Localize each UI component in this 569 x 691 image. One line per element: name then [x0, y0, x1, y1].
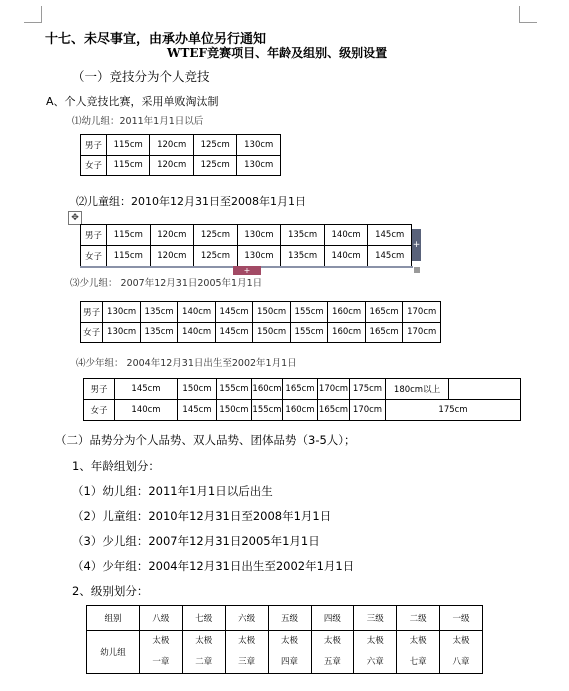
group4-table [83, 378, 521, 421]
table-row [87, 606, 483, 631]
table-row [81, 155, 281, 176]
table-cell: 115cm [106, 155, 150, 176]
table-header-cell: 七级 [182, 606, 225, 631]
table-cell [225, 631, 268, 674]
age-item-4: （4）少年组：2004年12月31日出生至2002年1月1日 [72, 559, 355, 573]
table-cell[interactable]: 130cm [237, 246, 281, 267]
table-cell: 120cm [150, 135, 194, 156]
part1-subheading: A、个人竞技比赛，采用单败淘汰制 [46, 95, 219, 108]
level-table [86, 605, 483, 674]
age-item-1: （1）幼儿组：2011年1月1日以后出生 [72, 484, 273, 498]
table-cell: 170cm [403, 302, 441, 323]
crop-mark-top-right-horizontal [519, 22, 537, 23]
table-cell[interactable]: 130cm [237, 225, 281, 246]
table-cell: 女子 [81, 322, 103, 343]
table-cell [449, 379, 521, 400]
table-row [81, 225, 412, 246]
cell-line: 三章 [238, 657, 256, 667]
group1-table [80, 134, 281, 176]
row-label: 幼儿组 [87, 631, 140, 674]
doc-title: WTEF竞赛项目、年龄及组别、级别设置 [167, 46, 388, 60]
part1-heading: （一）竞技分为个人竞技 [72, 69, 210, 84]
add-column-button[interactable]: + [412, 229, 421, 261]
table-cell [182, 631, 225, 674]
age-division-title: 1、年龄组划分： [72, 459, 160, 473]
table-cell: 170cm [350, 400, 386, 421]
table-cell: 150cm [178, 379, 217, 400]
table-cell [268, 631, 311, 674]
table-cell: 165cm [283, 379, 318, 400]
table-header-cell: 六级 [225, 606, 268, 631]
table-cell: 175cm [386, 400, 521, 421]
crop-mark-top-left-vertical [41, 6, 42, 23]
table-cell: 115cm [106, 135, 150, 156]
table-cell: 170cm [403, 322, 441, 343]
cell-line: 四章 [281, 657, 299, 667]
table-cell: 145cm [178, 400, 217, 421]
table-cell: 女子 [81, 155, 107, 176]
table-cell: 175cm [350, 379, 386, 400]
table-cell: 140cm [178, 302, 216, 323]
table-row [81, 302, 441, 323]
table-cell: 160cm [252, 379, 283, 400]
table-cell: 155cm [217, 379, 252, 400]
table-cell: 130cm [103, 322, 141, 343]
table-cell: 135cm [140, 322, 178, 343]
cell-line: 八章 [452, 657, 470, 667]
table-cell: 120cm [150, 155, 194, 176]
crop-mark-top-left-horizontal [24, 22, 42, 23]
table-header-cell: 八级 [140, 606, 183, 631]
table-header-cell: 五级 [268, 606, 311, 631]
table-cell[interactable]: 120cm [150, 246, 194, 267]
table-cell: 160cm [328, 302, 366, 323]
part2-heading: （二）品势分为个人品势、双人品势、团体品势（3-5人）； [55, 433, 356, 447]
table-row [84, 379, 521, 400]
table-cell: 125cm [193, 135, 237, 156]
cell-line: 太极 [152, 636, 170, 646]
group2-label: ⑵儿童组：2010年12月31日至2008年1月1日 [76, 195, 306, 208]
section-heading: 十七、未尽事宜，由承办单位另行通知 [45, 32, 267, 47]
level-division-title: 2、级别划分： [72, 584, 149, 598]
table-cell: 165cm [365, 302, 403, 323]
table-cell: 145cm [215, 302, 253, 323]
table-cell[interactable]: 145cm [368, 246, 412, 267]
table-row [81, 246, 412, 267]
cell-line: 一章 [152, 657, 170, 667]
table-cell: 145cm [215, 322, 253, 343]
table-cell: 155cm [252, 400, 283, 421]
age-item-2: （2）儿童组：2010年12月31日至2008年1月1日 [72, 509, 332, 523]
cell-line: 太极 [195, 636, 213, 646]
table-row [87, 631, 483, 674]
table-cell: 130cm [237, 135, 281, 156]
table-cell [397, 631, 440, 674]
table-cell: 140cm [178, 322, 216, 343]
table-cell: 180cm以上 [386, 379, 449, 400]
group4-label: ⑷少年组： 2004年12月31日出生至2002年1月1日 [76, 358, 297, 369]
table-header-cell: 二级 [397, 606, 440, 631]
table-cell: 130cm [237, 155, 281, 176]
table-move-handle[interactable]: ✥ [68, 211, 82, 225]
table-cell: 165cm [365, 322, 403, 343]
table-cell[interactable]: 135cm [281, 225, 325, 246]
group3-table [80, 301, 441, 343]
table-cell: 125cm [193, 155, 237, 176]
table-cell: 150cm [217, 400, 252, 421]
cell-line: 六章 [366, 657, 384, 667]
table-cell[interactable]: 140cm [324, 246, 368, 267]
age-item-3: （3）少儿组：2007年12月31日2005年1月1日 [72, 534, 320, 548]
table-cell [140, 631, 183, 674]
table-cell[interactable]: 135cm [281, 246, 325, 267]
table-cell: 女子 [84, 400, 115, 421]
table-cell[interactable]: 145cm [368, 225, 412, 246]
table-cell: 165cm [318, 400, 350, 421]
cell-line: 太极 [281, 636, 299, 646]
table-cell: 170cm [318, 379, 350, 400]
cell-line: 五章 [323, 657, 341, 667]
group1-label: ⑴幼儿组：2011年1月1日以后 [72, 116, 204, 127]
cell-line: 太极 [323, 636, 341, 646]
table-cell [354, 631, 397, 674]
table-row [84, 400, 521, 421]
table-cell[interactable]: 125cm [194, 246, 238, 267]
table-cell: 135cm [140, 302, 178, 323]
group3-label: ⑶少儿组： 2007年12月31日2005年1月1日 [70, 278, 263, 289]
table-header-cell: 组别 [87, 606, 140, 631]
add-row-button[interactable]: + [233, 266, 261, 275]
cell-line: 二章 [195, 657, 213, 667]
group2-table[interactable] [80, 224, 412, 267]
cell-line: 太极 [409, 636, 427, 646]
table-cell[interactable]: 140cm [324, 225, 368, 246]
cell-line: 七章 [409, 657, 427, 667]
table-row [81, 322, 441, 343]
table-cell: 男子 [81, 302, 103, 323]
table-header-cell: 一级 [440, 606, 483, 631]
table-cell: 160cm [328, 322, 366, 343]
table-cell: 男子 [84, 379, 115, 400]
table-cell[interactable]: 男子 [81, 225, 107, 246]
table-cell [440, 631, 483, 674]
table-cell: 160cm [283, 400, 318, 421]
table-row [81, 135, 281, 156]
table-cell[interactable]: 女子 [81, 246, 107, 267]
crop-mark-top-right-vertical [519, 6, 520, 23]
table-cell: 140cm [115, 400, 178, 421]
table-cell: 150cm [253, 322, 291, 343]
table-cell: 155cm [290, 302, 328, 323]
cell-line: 太极 [238, 636, 256, 646]
table-cell[interactable]: 120cm [150, 225, 194, 246]
table-resize-handle[interactable] [414, 267, 420, 273]
cell-line: 太极 [452, 636, 470, 646]
table-cell[interactable]: 115cm [107, 246, 151, 267]
table-header-cell: 三级 [354, 606, 397, 631]
table-cell: 145cm [115, 379, 178, 400]
table-cell[interactable]: 115cm [107, 225, 151, 246]
table-cell [311, 631, 354, 674]
table-cell: 男子 [81, 135, 107, 156]
table-cell: 155cm [290, 322, 328, 343]
table-header-cell: 四级 [311, 606, 354, 631]
table-cell: 130cm [103, 302, 141, 323]
cell-line: 太极 [366, 636, 384, 646]
table-cell: 150cm [253, 302, 291, 323]
table-cell[interactable]: 125cm [194, 225, 238, 246]
